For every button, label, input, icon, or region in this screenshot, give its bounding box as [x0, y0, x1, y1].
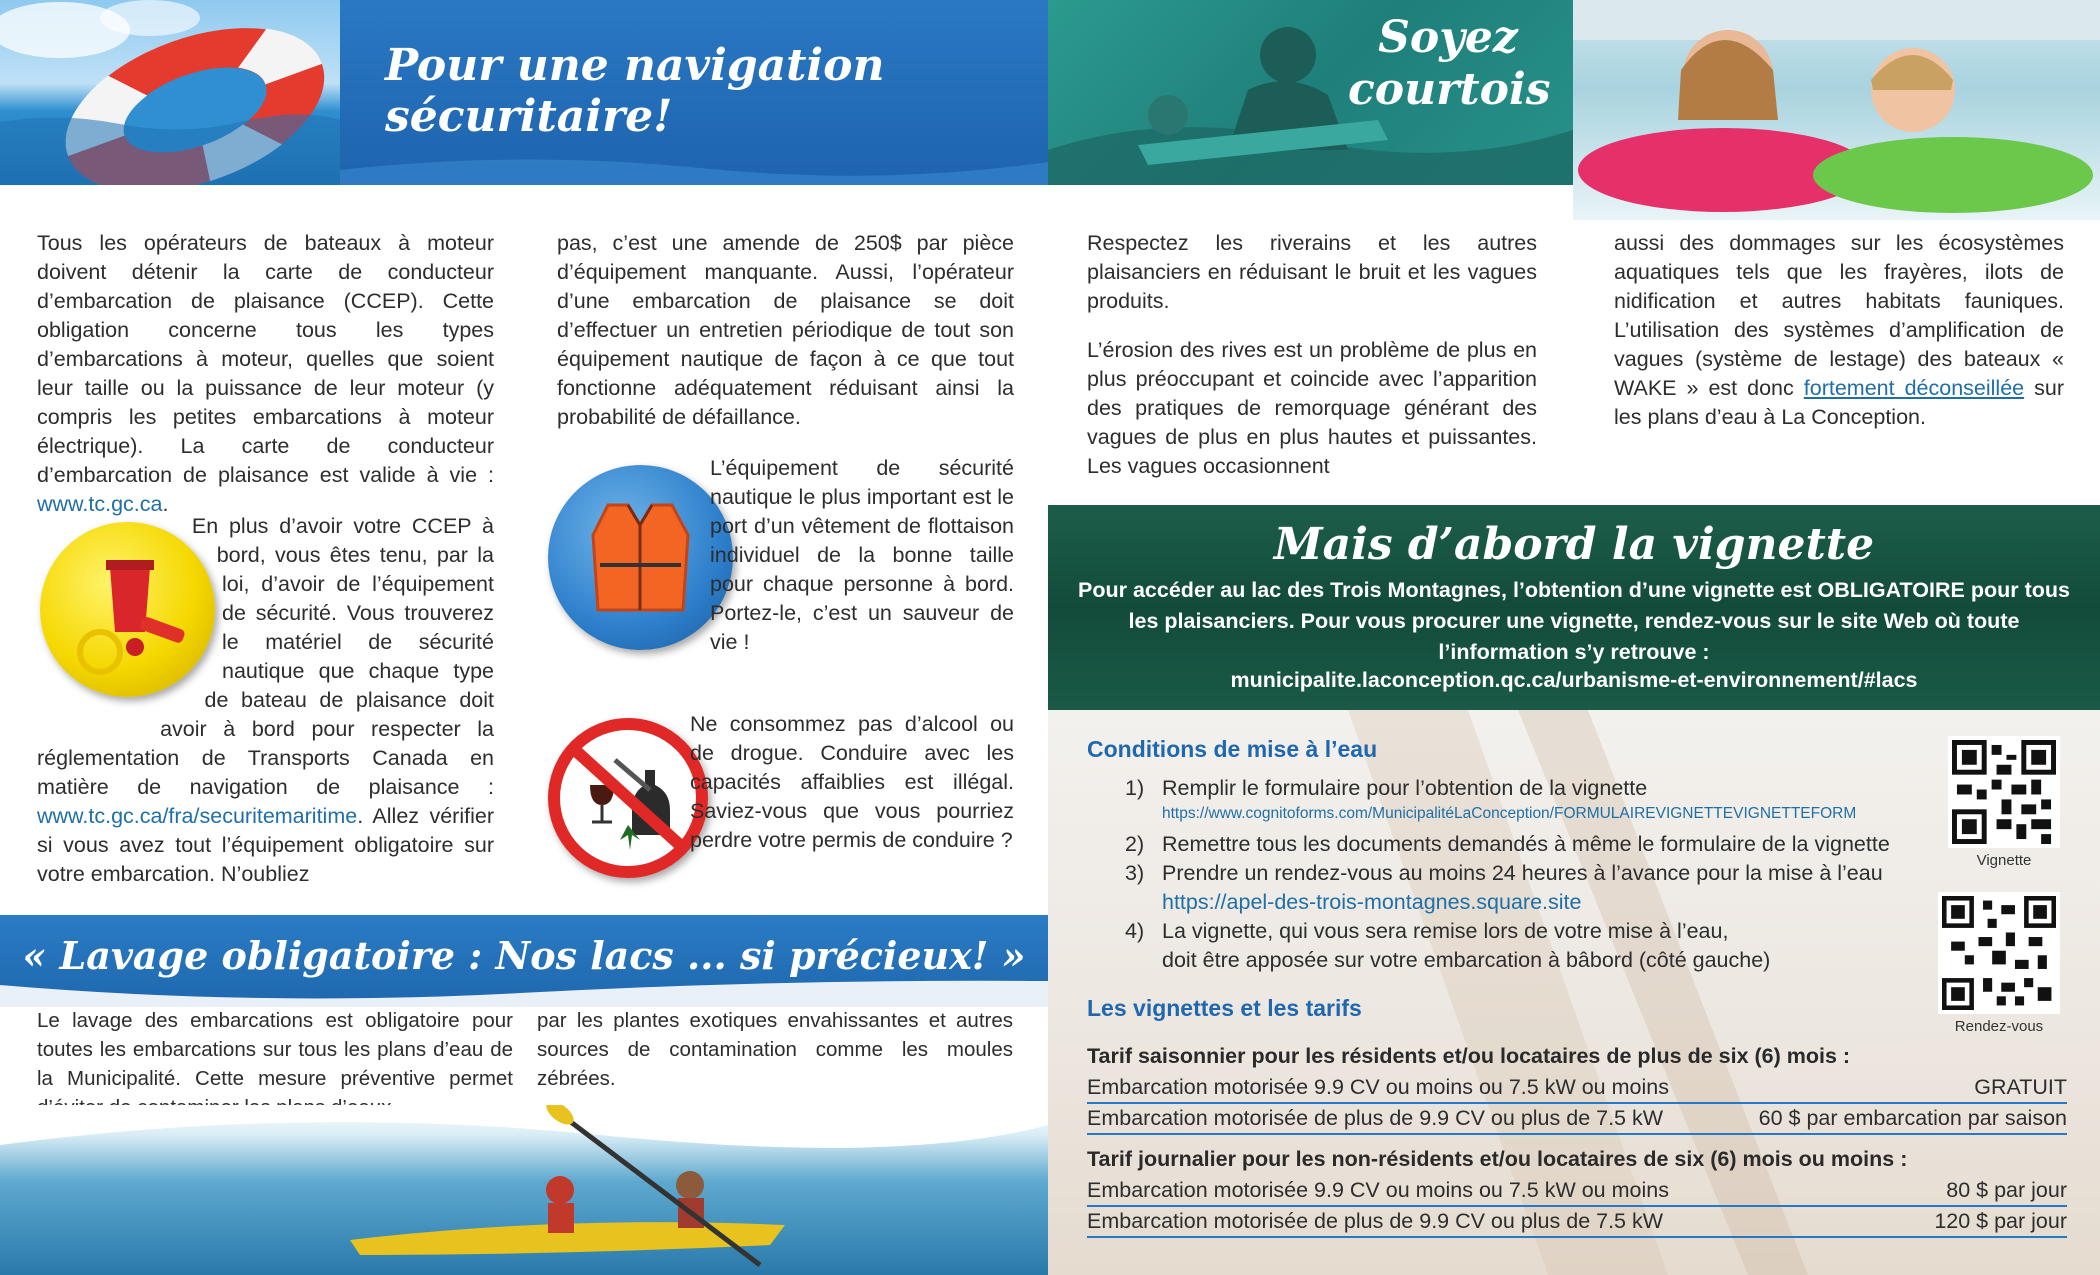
rate-label: Embarcation motorisée de plus de 9.9 CV ou plus de 7.5 kW	[1087, 1209, 1664, 1233]
daily-row	[1087, 1176, 2067, 1207]
lifebuoy-photo	[0, 0, 340, 185]
equipment-paragraph	[37, 512, 494, 889]
step-1-num: 1)	[1125, 776, 1145, 800]
seasonal-heading: Tarif saisonnier pour les résidents et/ou locataires de plus de six (6) mois :	[1087, 1044, 1851, 1068]
lavage-banner	[0, 915, 1048, 1007]
ccep-paragraph	[37, 229, 494, 519]
step-2-text: Remettre tous les documents demandés à même le formulaire de la vignette	[1162, 832, 1890, 856]
no-alcohol-drugs-icon	[548, 718, 708, 878]
rate-price: GRATUIT	[1974, 1075, 2067, 1099]
navigation-banner	[340, 0, 1048, 185]
seasonal-row	[1087, 1073, 2067, 1104]
courtesy-photo	[1048, 0, 1573, 185]
lavage-title: « Lavage obligatoire : Nos lacs ... si précieux! »	[22, 933, 1026, 978]
vignette-title: Mais d’abord la vignette	[1273, 519, 1875, 570]
tarifs-heading: Les vignettes et les tarifs	[1087, 995, 1362, 1021]
vignette-banner	[1048, 505, 2100, 710]
rate-label: Embarcation motorisée de plus de 9.9 CV ou plus de 7.5 kW	[1087, 1106, 1664, 1130]
vignette-text: Pour accéder au lac des Trois Montagnes, l’obtention d’une vignette est OBLIGATOIRE pour tous les plaisanciers. Pour vous procurer une vignette, rendez-vous sur le site Web où toute l’information s’y retrouve :	[1078, 578, 2070, 664]
step-3-num: 3)	[1125, 861, 1145, 885]
daily-heading: Tarif journalier pour les non-résidents et/ou locataires de six (6) mois ou moins :	[1087, 1147, 1908, 1171]
step-4-num: 4)	[1125, 919, 1145, 943]
step-1-link[interactable]: https://www.cognitoforms.com/MunicipalitéLaConception/FORMULAIREVIGNETTEVIGNETTEFORM	[1162, 805, 1857, 822]
seasonal-row	[1087, 1104, 2067, 1135]
wake-paragraph	[1614, 229, 2064, 432]
life-jacket-icon	[548, 465, 733, 650]
fine-paragraph: pas, c’est une amende de 250$ par pièce d’équipement manquante. Aussi, l’opérateur d’une embarcation de plaisance se doit d’effectuer un entretien périodique de tout son équipement nautique de façon à ce que tout fonctionne adéquatement réduisant ainsi la probabilité de défaillance.	[557, 231, 1014, 429]
rendezvous-qr-code[interactable]	[1938, 892, 2060, 1014]
equipment-text: En plus d’avoir votre CCEP à bord, vous êtes tenu, par la loi, d’avoir de l’équipement de sécurité. Vous trouverez le matériel de sécurité nautique que chaque type de bateau de plaisance doit avoir à bord pour respecter la réglementation de Transports Canada en matière de navigation de plaisance :	[37, 514, 494, 799]
lavage-paragraph-1: Le lavage des embarcations est obligatoire pour toutes les embarcations sur tous les plans d’eau de la Municipalité. Cette mesure préventive permet	[37, 1009, 513, 1090]
conditions-heading: Conditions de mise à l’eau	[1087, 736, 1378, 762]
step-3-text: Prendre un rendez-vous au moins 24 heures à l’avance pour la mise à l’eau	[1162, 861, 1883, 885]
securite-maritime-link[interactable]: www.tc.gc.ca/fra/securitemaritime	[37, 804, 358, 828]
equipment-text-end: . Allez vérifier si vous avez tout l’équipement obligatoire sur votre embarcation. N’oubliez	[37, 804, 494, 886]
courtesy-title-line2: courtois	[1348, 64, 1551, 115]
life-jacket-paragraph: L’équipement de sécurité nautique le plus important est le port d’un vêtement de flottaison individuel de la bonne taille pour chaque personne à bord. Portez-le, c’est un sauveur de vie !	[710, 456, 1014, 654]
wake-text-end: sur les plans d’eau à La Conception.	[1614, 376, 2064, 429]
navigation-title: Pour une navigation sécuritaire!	[385, 40, 885, 142]
no-alcohol-paragraph: Ne consommez pas d’alcool ou de drogue. Conduire avec les capacités affaiblies est illégal. Saviez-vous que vous pourriez perdre votre permis de conduire ?	[690, 712, 1014, 852]
ccep-text-end: .	[162, 492, 169, 516]
daily-row	[1087, 1207, 2067, 1238]
vignette-qr-code[interactable]	[1948, 736, 2060, 848]
step-2-num: 2)	[1125, 832, 1145, 856]
vignette-qr-label: Vignette	[1976, 852, 2032, 869]
lavage-paragraph-2: par les plantes exotiques envahissantes et autres sources de contamination comme les moules zébrées.	[537, 1009, 1013, 1090]
step-4-text2: doit être apposée sur votre embarcation à bâbord (côté gauche)	[1162, 948, 1771, 972]
rate-price: 120 $ par jour	[1934, 1209, 2067, 1233]
vignette-url[interactable]: municipalite.laconception.qc.ca/urbanisme-et-environnement/#lacs	[1230, 668, 1918, 692]
tc-link[interactable]: www.tc.gc.ca	[37, 492, 163, 516]
courtesy-title-line1: Soyez	[1378, 12, 1518, 63]
rendezvous-qr-label: Rendez-vous	[1954, 1018, 2044, 1035]
rate-label: Embarcation motorisée 9.9 CV ou moins ou 7.5 kW ou moins	[1087, 1178, 1669, 1202]
rate-price: 80 $ par jour	[1946, 1178, 2067, 1202]
erosion-paragraph: L’érosion des rives est un problème de plus en plus préoccupant et coincide avec l’apparition des pratiques de remorquage générant des vagues de plus en plus hautes et puissantes. Les vagues occasionnent	[1087, 338, 1537, 478]
respect-paragraph: Respectez les riverains et les autres plaisanciers en réduisant le bruit et les vagues produits.	[1087, 231, 1537, 313]
step-3-link[interactable]: https://apel-des-trois-montagnes.square.site	[1162, 890, 1582, 914]
kayak-photo	[0, 1105, 1048, 1275]
step-4-text: La vignette, qui vous sera remise lors de votre mise à l’eau,	[1162, 919, 1729, 943]
wake-discouraged-link[interactable]: fortement déconseillée	[1803, 376, 2025, 400]
rate-label: Embarcation motorisée 9.9 CV ou moins ou 7.5 kW ou moins	[1087, 1075, 1669, 1099]
wake-text: aussi des dommages sur les écosystèmes aquatiques tels que les frayères, ilots de nidification et autres habitats fauniques. L’utilisation des systèmes d’amplification de vagues (système de lestage) des bateaux « WAKE » est donc	[1614, 231, 2064, 400]
ccep-text: Tous les opérateurs de bateaux à moteur doivent détenir la carte de conducteur d’embarcation de plaisance (CCEP). Cette obligation concerne tous les types d’embarcations à moteur, quelles que soient leur taille ou la puissance de leur moteur (y compris les petites embarcations à moteur électrique). La carte de conducteur d’embarcation de plaisance est valide à vie :	[37, 231, 494, 487]
step-1-text: Remplir le formulaire pour l’obtention de la vignette	[1162, 776, 1648, 800]
kids-photo	[1573, 0, 2100, 220]
rate-price: 60 $ par embarcation par saison	[1758, 1106, 2067, 1130]
